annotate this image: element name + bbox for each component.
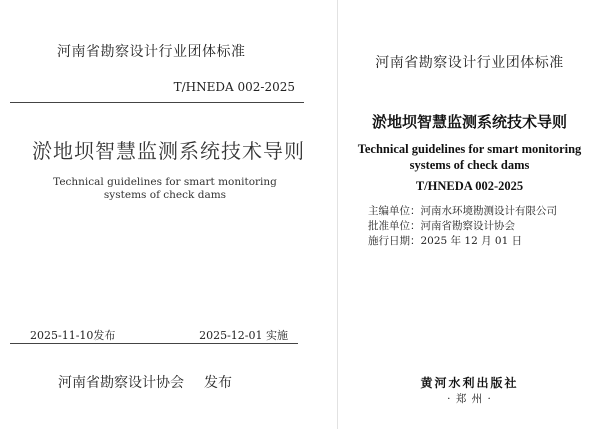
cover-organization: 河南省勘察设计行业团体标准 [57, 44, 246, 60]
title-page-organization: 河南省勘察设计行业团体标准 [375, 55, 564, 71]
cover-bottom-rule [10, 343, 298, 344]
cover-standard-code: T/HNEDA 002-2025 [173, 80, 295, 94]
approver-unit: 批准单位：河南省勘察设计协会 [368, 220, 515, 232]
cover-publisher: 河南省勘察设计协会 [58, 375, 184, 391]
cover-publisher-line [58, 372, 232, 392]
cover-title-en: Technical guidelines for smart monitoring systems of check dams [53, 176, 277, 201]
cover-dates [30, 327, 288, 343]
title-page-title-cn: 淤地坝智慧监测系统技术导则 [371, 113, 567, 131]
title-page [337, 0, 600, 429]
title-page-title-en: Technical guidelines for smart monitoring systems of check dams [357, 142, 582, 172]
cover-top-rule [10, 102, 304, 103]
press-name: 黄河水利出版社 [420, 376, 519, 390]
press-city: · 郑 州 · [447, 393, 492, 405]
implementation-date: 施行日期：2025 年 12 月 01 日 [368, 235, 523, 247]
editor-unit: 主编单位：河南水环境勘测设计有限公司 [368, 205, 557, 217]
cover-title-cn: 淤地坝智慧监测系统技术导则 [32, 139, 305, 163]
cover-effective-date: 2025-12-01 实施 [199, 329, 288, 342]
cover-publish-label: 发布 [204, 375, 232, 391]
title-page-metadata [368, 204, 557, 249]
cover-issue-date: 2025-11-10发布 [30, 329, 116, 342]
title-page-standard-code: T/HNEDA 002-2025 [415, 179, 524, 193]
